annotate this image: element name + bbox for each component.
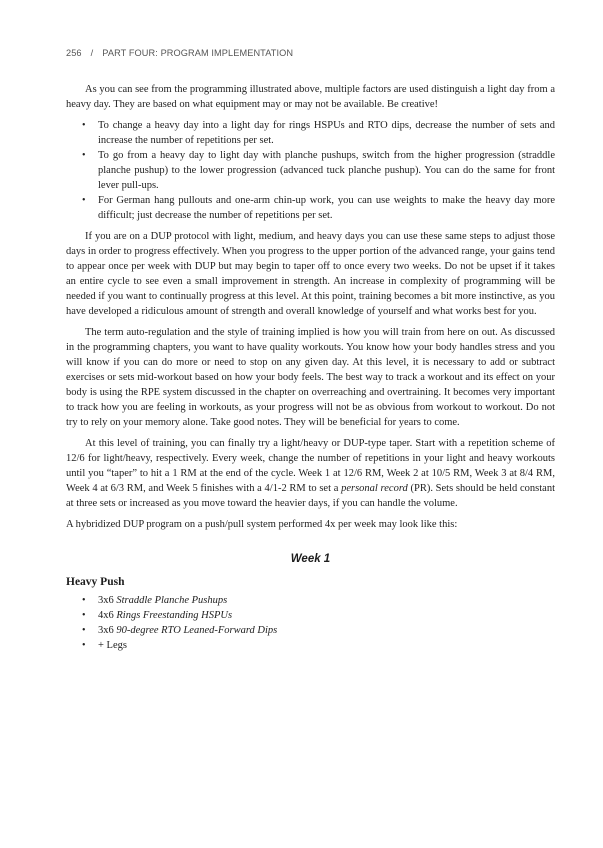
exercise-name: 90-degree RTO Leaned-Forward Dips (116, 625, 278, 636)
taper-text-after: (PR). Sets should be held constant at three sets or increased as you move toward the heavier days, if you can handle the volume. (66, 483, 556, 509)
exercise-sets: + Legs (98, 640, 127, 651)
header-section-title: PART FOUR: PROGRAM IMPLEMENTATION (102, 48, 294, 58)
taper-paragraph (66, 436, 555, 511)
header-separator: / (90, 48, 94, 58)
page-body (66, 82, 555, 659)
page-number: 256 (66, 48, 82, 58)
taper-text-before: At this level of training, you can finally try a light/heavy or DUP-type taper. Start with a repetition scheme of 12/6 for light/heavy, respectively. Every week, change the number of repetitions in your light and heavy workouts until you “taper” to hit a 1 RM at the end of the cycle. Week 1 at 12/6 RM, Week 2 at 10/5 RM, Week 3 at 8/4 RM, Week 4 at 6/3 RM, and Week 5 finishes with a 4/1-2 RM to set a (66, 438, 555, 494)
list-item: • To change a heavy day into a light day for rings HSPUs and RTO dips, decrease the number of sets and increase the number of repetitions per set. (98, 118, 555, 148)
hybrid-program-paragraph: A hybridized DUP program on a push/pull system performed 4x per week may look like this: (66, 519, 458, 530)
exercise-sets: 3x6 (98, 625, 114, 636)
list-item: • For German hang pullouts and one-arm chin-up work, you can use weights to make the heavy day more difficult; just decrease the number of repetitions per set. (98, 193, 555, 223)
exercise-sets: 3x6 (98, 595, 114, 606)
exercise-name: Rings Freestanding HSPUs (116, 610, 233, 621)
exercise-item (98, 593, 555, 608)
auto-regulation-paragraph: The term auto-regulation and the style of training implied is how you will train from here on out. As discussed in the programming chapters, you want to have quality workouts. You know how your body handles stress and you will know if you can do more or need to stop on any given day. At this level, it is necessary to add or subtract exercises or sets mid-workout based on how your body feels. The best way to track a workout and its effect on your body is using the RPE system discussed in the chapter on overreaching and overtraining. It becomes very important to track how you are feeling in workouts, as your progress will not be as obvious from workout to workout. Do not try to rely on your memory alone. Take good notes. They will be beneficial for years to come. (66, 327, 555, 428)
exercise-item (98, 638, 555, 653)
week-heading: Week 1 (290, 553, 331, 565)
exercise-item (98, 608, 555, 623)
light-day-tips-list (66, 118, 555, 223)
personal-record-emphasis: personal record (341, 483, 408, 494)
list-item: • To go from a heavy day to light day with planche pushups, switch from the higher progression (straddle planche pushup) to the lower progression (advanced tuck planche pushup). You can do the same for front lever pull-ups. (98, 148, 555, 193)
intro-paragraph: As you can see from the programming illustrated above, multiple factors are used distinguish a light day from a heavy day. They are based on what equipment may or may not be available. Be creative! (66, 84, 555, 110)
exercise-sets: 4x6 (98, 610, 114, 621)
exercise-item (98, 623, 555, 638)
running-header (66, 48, 293, 58)
exercise-name: Straddle Planche Pushups (116, 595, 228, 606)
dup-paragraph: If you are on a DUP protocol with light, medium, and heavy days you can use these same steps to adjust those days in order to progress effectively. When you progress to the upper portion of the advanced range, your gains tend to appear once per week with DUP but may begin to taper off to once every two weeks. Do not be upset if it takes an entire cycle to see even a small improvement in strength. An increase in complexity of programming will be needed if you want to continually progress at this level. At this point, training becomes a bit more instinctive, as you have developed a ridiculous amount of strength and overall knowledge of yourself and what works best for you. (66, 231, 555, 317)
day-heading: Heavy Push (66, 576, 125, 588)
exercise-list (66, 593, 555, 653)
